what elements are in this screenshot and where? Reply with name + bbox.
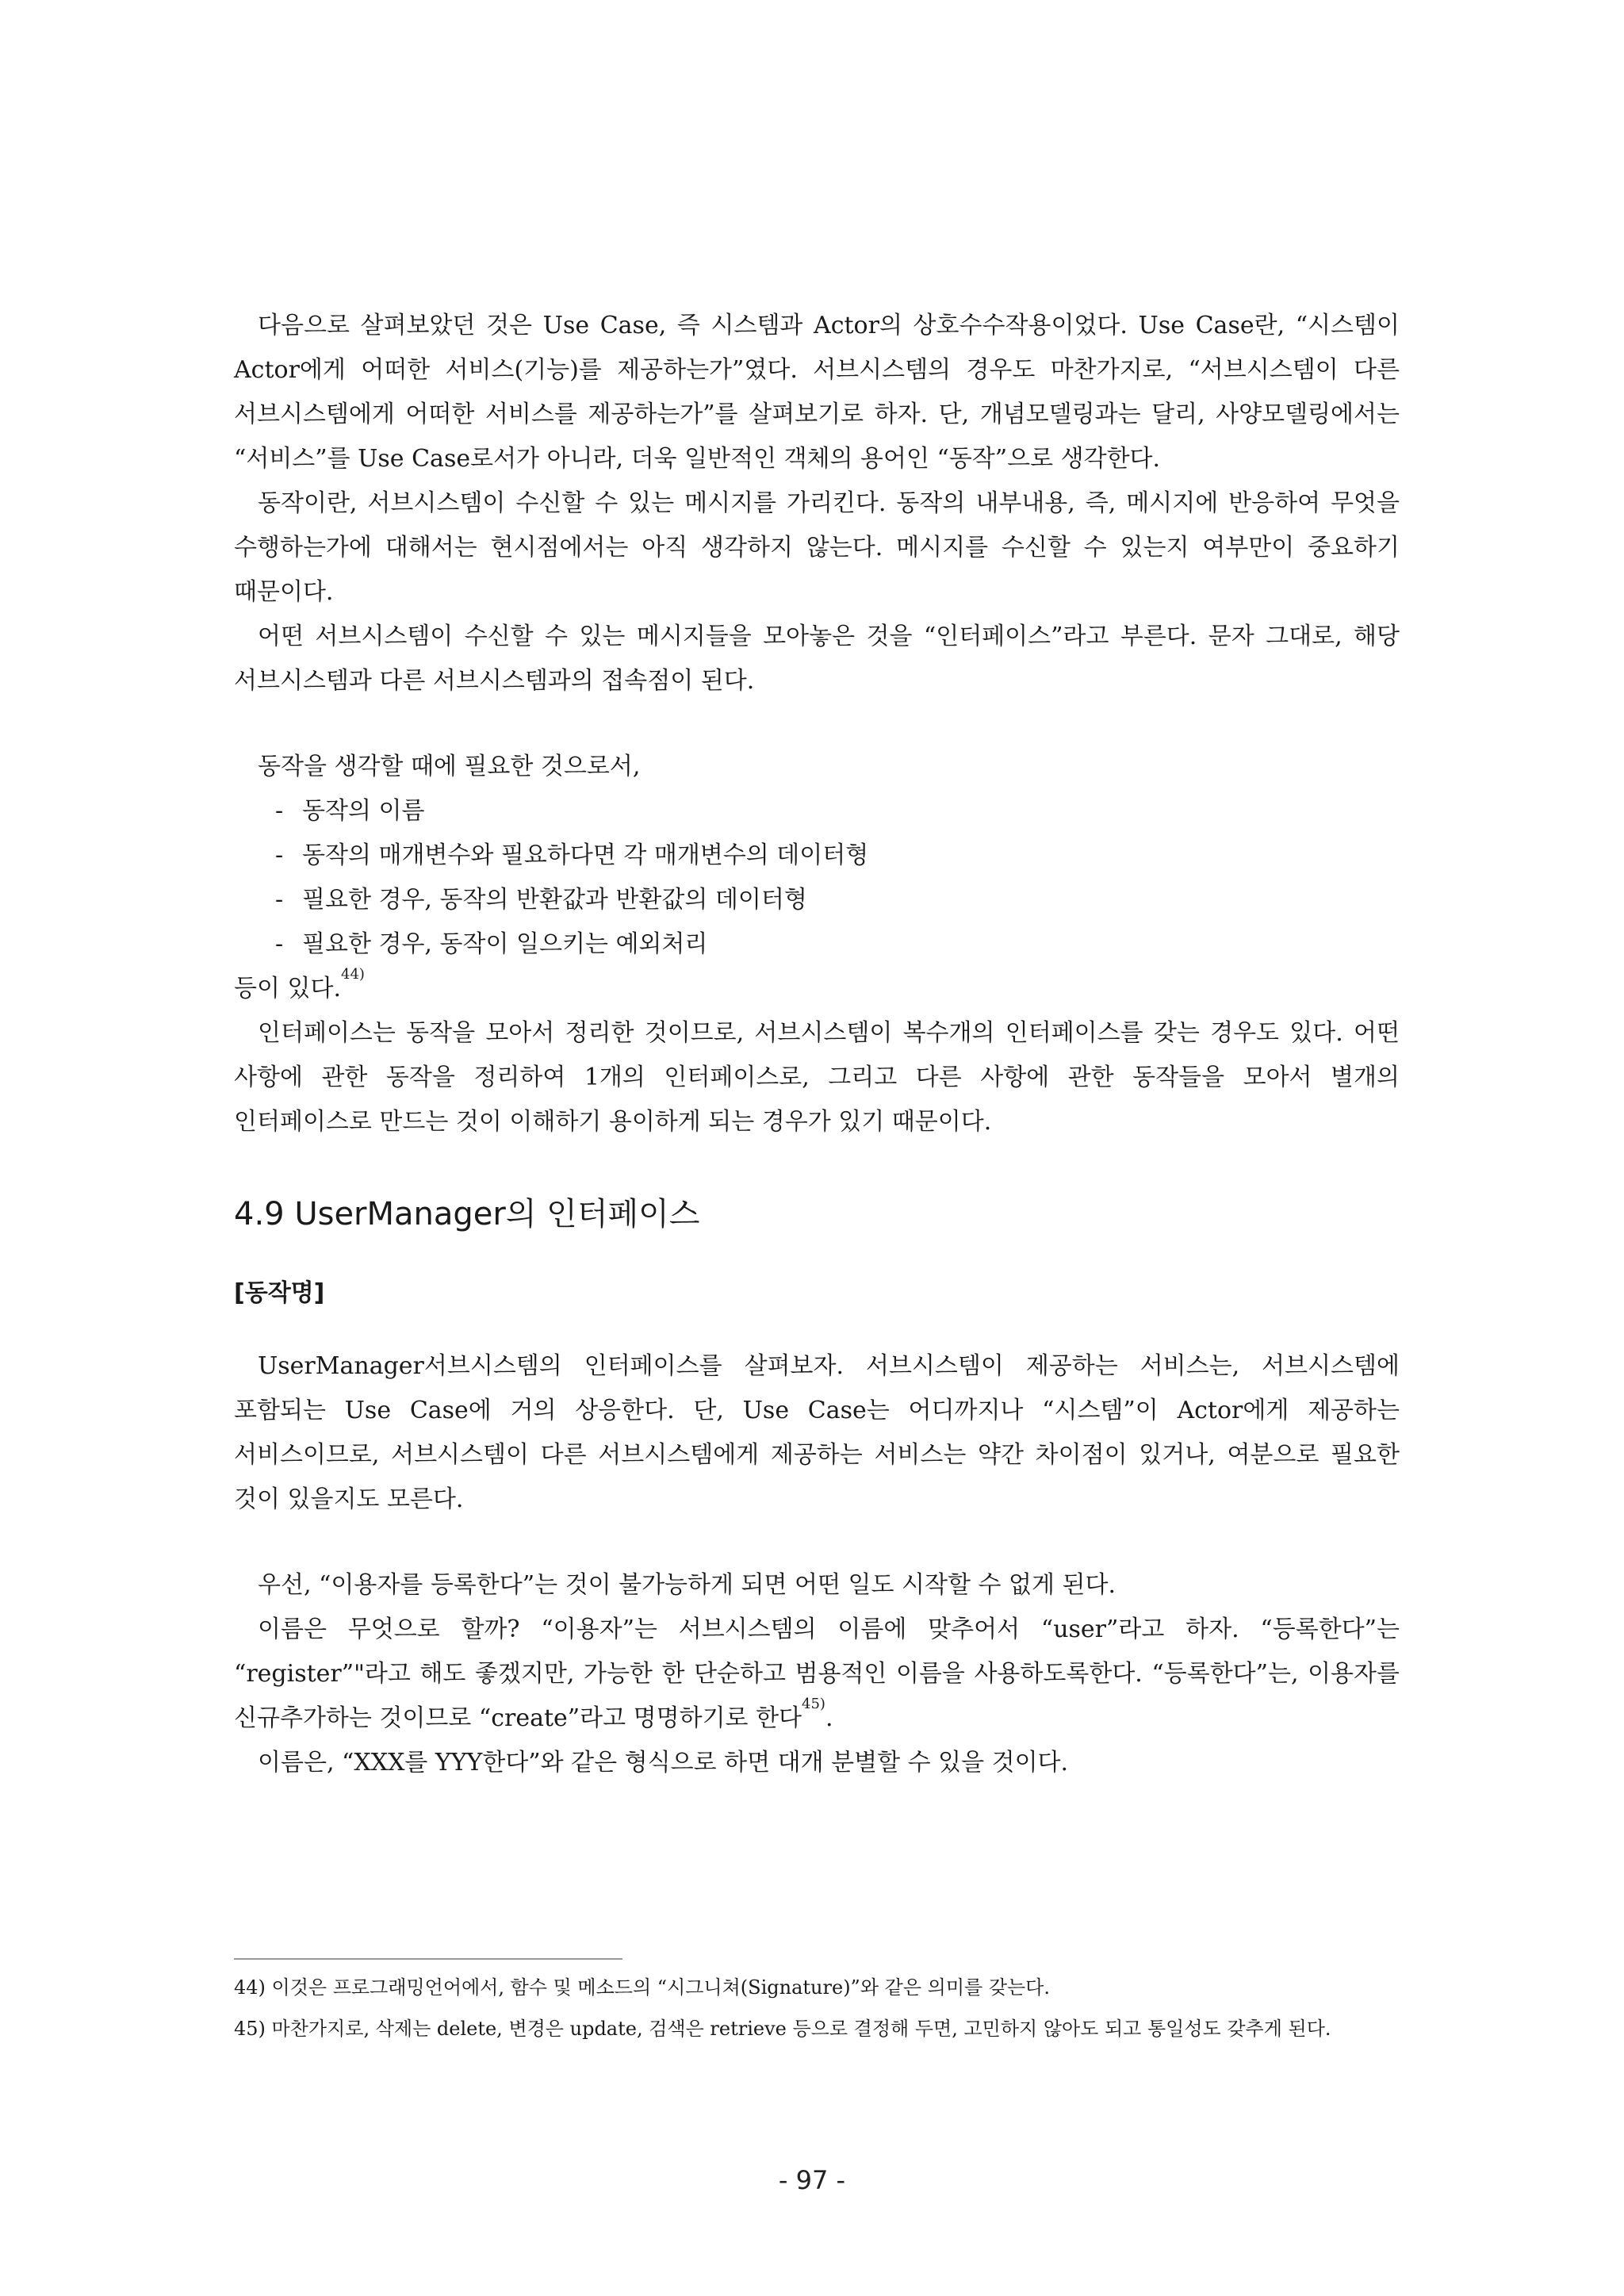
footnote-ref-45: 45) xyxy=(802,1696,825,1712)
page-number: - 97 - xyxy=(778,2165,846,2195)
paragraph-name-format: 이름은, “XXX를 YYY한다”와 같은 형식으로 하면 대개 분별할 수 있을 것이다. xyxy=(258,1749,1069,1777)
list-item-text: 동작의 이름 xyxy=(302,797,425,825)
list-item xyxy=(234,922,1400,967)
paragraph-interface-definition: 어떤 서브시스템이 수신할 수 있는 메시지들을 모아놓은 것을 “인터페이스”라고 부른다. 문자 그대로, 해당 서브시스템과 다른 서브시스템과의 접속점이 된다. xyxy=(234,623,1400,695)
paragraph-register-user: 우선, “이용자를 등록한다”는 것이 불가능하게 되면 어떤 일도 시작할 수 없게 된다. xyxy=(258,1571,1116,1599)
footnote-45: 45) 마찬가지로, 삭제는 delete, 변경은 update, 검색은 retrieve 등으로 결정해 두면, 고민하지 않아도 되고 통일성도 갖추게 된다. xyxy=(234,2018,1331,2040)
list-intro: 동작을 생각할 때에 필요한 것으로서, xyxy=(258,753,641,780)
paragraph-multiple-interfaces: 인터페이스는 동작을 모아서 정리한 것이므로, 서브시스템이 복수개의 인터페이스를 갖는 경우도 있다. 어떤 사항에 관한 동작을 정리하여 1개의 인터페이스로, 그리고 다른 사항에 관한 동작들을 모아서 별개의 인터페이스로 만드는 것이 이해하기 용이하게 되는 경우가 있기 때문이다. xyxy=(234,1019,1400,1136)
subheading-operation-name: [동작명] xyxy=(234,1279,325,1307)
list-outro-text: 등이 있다. xyxy=(234,975,341,1002)
list-item xyxy=(234,789,1400,834)
list-outro xyxy=(234,967,1400,1011)
paragraph-naming-end: . xyxy=(825,1704,833,1732)
paragraph-usermanager-interface: UserManager서브시스템의 인터페이스를 살펴보자. 서브시스템이 제공하는 서비스는, 서브시스템에 포함되는 Use Case에 거의 상응한다. 단, Use Case는 어디까지나 “시스템”이 Actor에게 제공하는 서비스이므로, 서브시스템이 다른 서브시스템에게 제공하는 서비스는 약간 차이점이 있거나, 여분으로 필요한 것이 있을지도 모른다. xyxy=(234,1352,1400,1513)
list-bullet: - xyxy=(275,930,284,958)
footnote-ref-44: 44) xyxy=(341,966,365,983)
spacer xyxy=(234,1522,1400,1563)
paragraph-operation: 동작이란, 서브시스템이 수신할 수 있는 메시지를 가리킨다. 동작의 내부내용, 즉, 메시지에 반응하여 무엇을 수행하는가에 대해서는 현시점에서는 아직 생각하지 않는다. 메시지를 수신할 수 있는지 여부만이 중요하기 때문이다. xyxy=(234,489,1400,606)
footnote-divider xyxy=(234,1958,622,1960)
list-item xyxy=(234,878,1400,922)
main-body xyxy=(234,304,1400,1785)
list-bullet: - xyxy=(275,841,284,869)
footnotes xyxy=(234,1958,1400,2055)
list-item-text: 필요한 경우, 동작이 일으키는 예외처리 xyxy=(302,930,708,958)
list-item xyxy=(234,834,1400,878)
paragraph-naming xyxy=(234,1608,1400,1741)
paragraph-use-case: 다음으로 살펴보았던 것은 Use Case, 즉 시스템과 Actor의 상호수수작용이었다. Use Case란, “시스템이 Actor에게 어떠한 서비스(기능)를 제공하는가”였다. 서브시스템의 경우도 마찬가지로, “서브시스템이 다른 서브시스템에게 어떠한 서비스를 제공하는가”를 살펴보기로 하자. 단, 개념모델링과는 달리, 사양모델링에서는 “서비스”를 Use Case로서가 아니라, 더욱 일반적인 객체의 용어인 “동작”으로 생각한다. xyxy=(234,312,1400,473)
spacer xyxy=(234,703,1400,745)
list-item-text: 필요한 경우, 동작의 반환값과 반환값의 데이터형 xyxy=(302,886,807,914)
list-bullet: - xyxy=(275,886,284,914)
section-heading: 4.9 UserManager의 인터페이스 xyxy=(234,1196,700,1232)
list-bullet: - xyxy=(275,797,284,825)
footnote-44: 44) 이것은 프로그래밍언어에서, 함수 및 메소드의 “시그니쳐(Signature)”와 같은 의미를 갖는다. xyxy=(234,1976,1050,1999)
operation-requirements-list xyxy=(234,789,1400,967)
paragraph-naming-text: 이름은 무엇으로 할까? “이용자”는 서브시스템의 이름에 맞추어서 “user”라고 하자. “등록한다”는 “register”"라고 해도 좋겠지만, 가능한 한 단순하고 범용적인 이름을 사용하도록한다. “등록한다”는, 이용자를 신규추가하는 것이므로 “create”라고 명명하기로 한다 xyxy=(234,1616,1400,1732)
spacer xyxy=(234,1316,1400,1344)
list-item-text: 동작의 매개변수와 필요하다면 각 매개변수의 데이터형 xyxy=(302,841,869,869)
